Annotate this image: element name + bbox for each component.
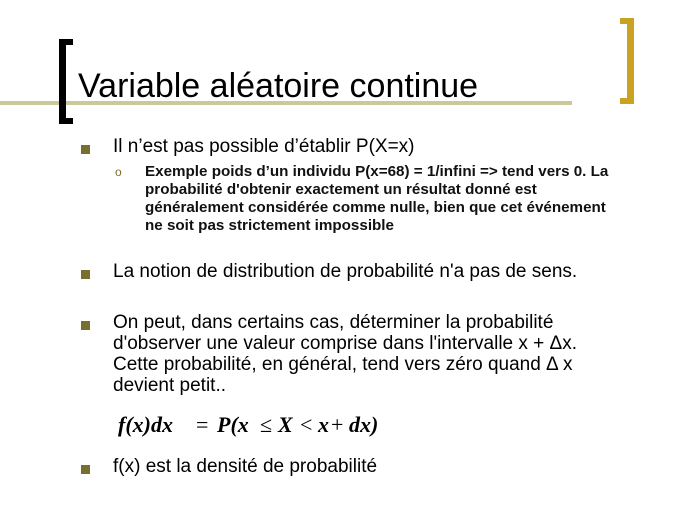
svg-text:≤: ≤	[260, 412, 273, 437]
svg-text:x: x	[318, 412, 329, 437]
bullet-1-text: Il n’est pas possible d’établir P(X=x)	[113, 136, 415, 157]
svg-text:dx): dx)	[349, 412, 379, 437]
svg-text:<: <	[300, 412, 313, 437]
left-bracket-decoration	[59, 39, 66, 124]
density-formula	[118, 410, 418, 440]
bullet-2-text: La notion de distribution de probabilité n'a pas de sens.	[113, 261, 578, 282]
sub-bullet-text: Exemple poids d’un individu P(x=68) = 1/infini => tend vers 0. La probabilité d'obtenir exactement un résultat donné est généralement considérée comme nulle, bien que cet événement ne soit pas strictement impossible	[145, 163, 609, 234]
sub-bullet-marker: o	[115, 165, 122, 179]
bullet-marker	[81, 270, 90, 279]
svg-text:X: X	[278, 412, 293, 437]
right-bracket-decoration	[627, 18, 634, 104]
bullet-4-text: f(x) est la densité de probabilité	[113, 456, 378, 477]
svg-text:P(x: P(x	[217, 412, 249, 437]
svg-text:=: =	[196, 412, 209, 437]
bullet-marker	[81, 465, 90, 474]
slide-title: Variable aléatoire continue	[78, 67, 479, 105]
bullet-3-text: On peut, dans certains cas, déterminer la probabilité d'observer une valeur comprise dans l'intervalle x + Δx. Cette probabilité, en général, tend vers zéro quand Δ x devient petit..	[113, 312, 578, 396]
bullet-marker	[81, 321, 90, 330]
svg-text:f(x)dx: f(x)dx	[118, 412, 173, 437]
bullet-marker	[81, 145, 90, 154]
svg-text:+: +	[331, 412, 344, 437]
